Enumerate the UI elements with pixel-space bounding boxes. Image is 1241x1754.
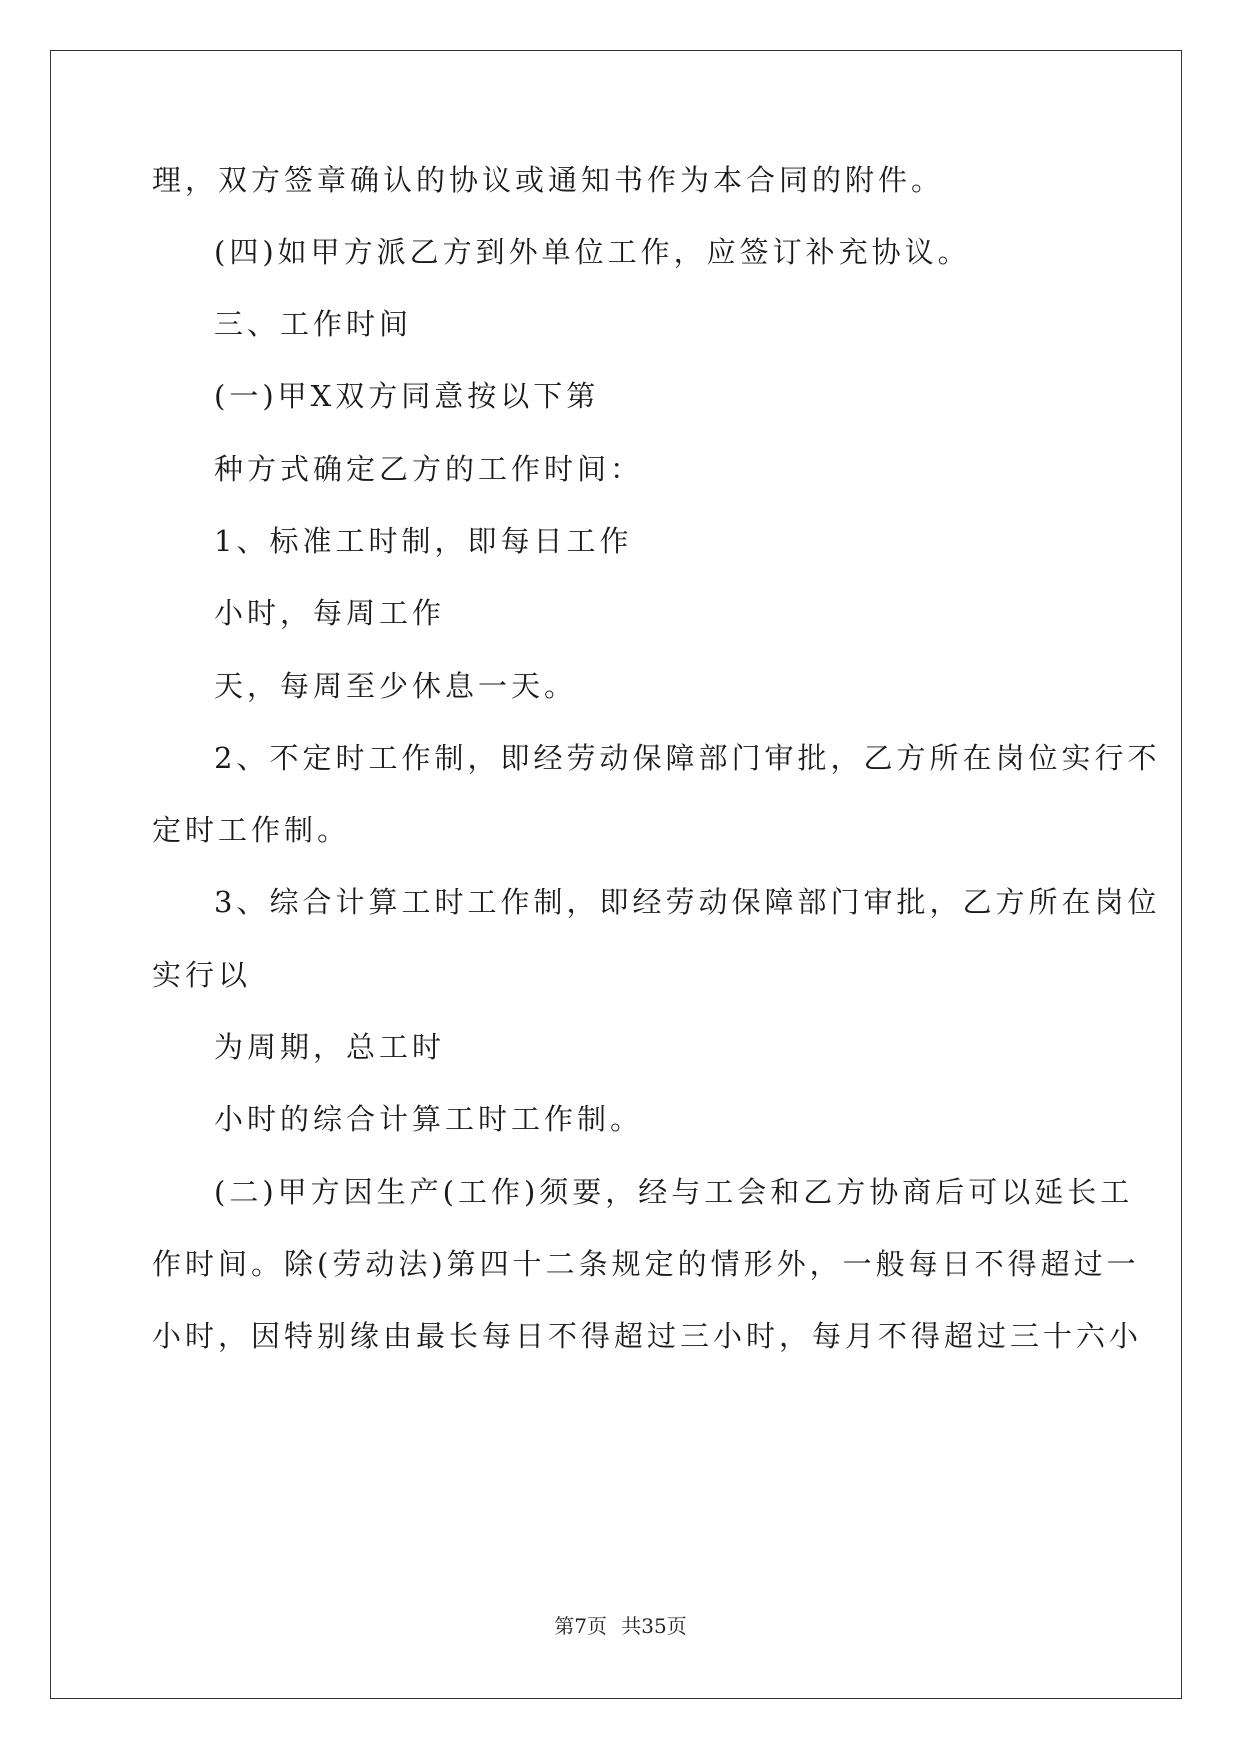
text-line: (四)如甲方派乙方到外单位工作，应签订补充协议。 — [214, 235, 971, 269]
text-line: 为周期，总工时 — [214, 1030, 446, 1064]
text-line: 定时工作制。 — [152, 813, 351, 847]
text-line: (一)甲X双方同意按以下第 — [214, 379, 600, 413]
text-line: 2、不定时工作制，即经劳动保障部门审批，乙方所在岗位实行不 — [214, 741, 1161, 775]
text-line: 实行以 — [152, 958, 252, 992]
page-border — [50, 50, 1182, 1699]
text-line: 小时的综合计算工时工作制。 — [214, 1102, 644, 1136]
text-line: 种方式确定乙方的工作时间： — [214, 452, 644, 486]
section-heading: 三、工作时间 — [214, 307, 413, 341]
text-line: 小时，因特别缘由最长每日不得超过三小时，每月不得超过三十六小 — [152, 1319, 1143, 1353]
text-line: 3、综合计算工时工作制，即经劳动保障部门审批，乙方所在岗位 — [214, 885, 1161, 919]
text-line: 1、标准工时制，即每日工作 — [214, 524, 633, 558]
page-number: 第7页 — [554, 1614, 607, 1638]
page-total: 共35页 — [621, 1614, 687, 1638]
text-line: 天，每周至少休息一天。 — [214, 669, 578, 703]
text-line: 作时间。除(劳动法)第四十二条规定的情形外，一般每日不得超过一 — [152, 1247, 1140, 1281]
text-line: (二)甲方因生产(工作)须要，经与工会和乙方协商后可以延长工 — [214, 1175, 1134, 1209]
page-footer — [0, 1610, 1241, 1639]
text-line: 理，双方签章确认的协议或通知书作为本合同的附件。 — [152, 163, 945, 197]
text-line: 小时，每周工作 — [214, 596, 446, 630]
